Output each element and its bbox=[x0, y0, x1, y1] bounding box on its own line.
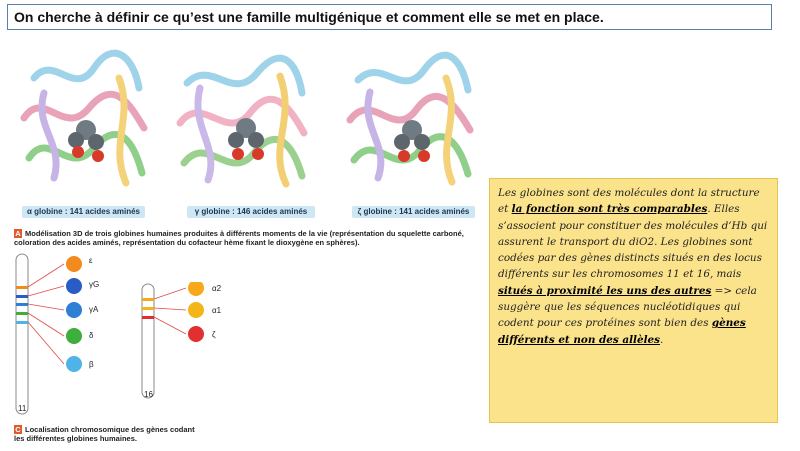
caption-c-line2: les différentes globines humaines. bbox=[14, 434, 137, 443]
caption-c-letter: C bbox=[15, 425, 21, 434]
info-text-3: => cela suggère que les séquences nucléotidiques qui codent pour ces protéines sont bien des bbox=[498, 284, 757, 330]
info-text-4: . bbox=[660, 333, 664, 346]
gene-zeta: ζ bbox=[212, 330, 216, 339]
chromosome-11-diagram bbox=[10, 252, 130, 420]
zeta-globin-structure bbox=[340, 48, 480, 198]
page-title: On cherche à définir ce qu’est une famille multigénique et comment elle se met en place. bbox=[7, 4, 772, 30]
gamma-globin-label: γ globine : 146 acides aminés bbox=[187, 206, 315, 218]
chromosome-11-number: 11 bbox=[18, 404, 27, 413]
chromosome-16-diagram bbox=[136, 282, 246, 402]
info-text-1: Les globines sont des molécules dont la structure et bbox=[498, 187, 760, 216]
info-bold-1: la fonction sont très comparables bbox=[511, 203, 708, 216]
gene-gamma-a: γA bbox=[89, 305, 99, 314]
caption-c bbox=[14, 425, 264, 443]
gene-alpha1: α1 bbox=[212, 306, 222, 315]
caption-a-line2: coloration des acides aminés, représentation du cofacteur hème fixant le dioxygène en sphères). bbox=[14, 238, 360, 247]
gene-gamma-g: γG bbox=[89, 280, 100, 289]
gene-epsilon: ε bbox=[89, 256, 93, 265]
gene-delta: δ bbox=[89, 331, 94, 340]
caption-c-line1: Localisation chromosomique des gènes codant bbox=[25, 425, 195, 434]
gamma-globin-structure bbox=[172, 48, 312, 198]
zeta-globin-label: ζ globine : 141 acides aminés bbox=[352, 206, 475, 218]
caption-a-line1: Modélisation 3D de trois globines humaines produites à différents moments de la vie (représentation du squelette carboné, bbox=[25, 229, 464, 238]
info-box bbox=[489, 178, 778, 423]
info-bold-3: gènes différents et non des allèles bbox=[498, 317, 746, 346]
info-text-2: . Elles s’associent pour constituer des molécules d’Hb qui assurent le transport du diO2. Les globines sont codées par des gènes distincts situés en des locus différents sur les chromosomes 11 et 16, mais bbox=[498, 203, 768, 281]
alpha-globin-structure bbox=[14, 48, 154, 198]
caption-a bbox=[14, 229, 484, 247]
alpha-globin-label: α globine : 141 acides aminés bbox=[22, 206, 145, 218]
gene-alpha2: α2 bbox=[212, 284, 222, 293]
chromosome-16-number: 16 bbox=[144, 390, 153, 399]
caption-a-letter: A bbox=[15, 229, 21, 238]
gene-beta: β bbox=[89, 360, 94, 369]
info-bold-2: situés à proximité les uns des autres bbox=[498, 284, 712, 297]
